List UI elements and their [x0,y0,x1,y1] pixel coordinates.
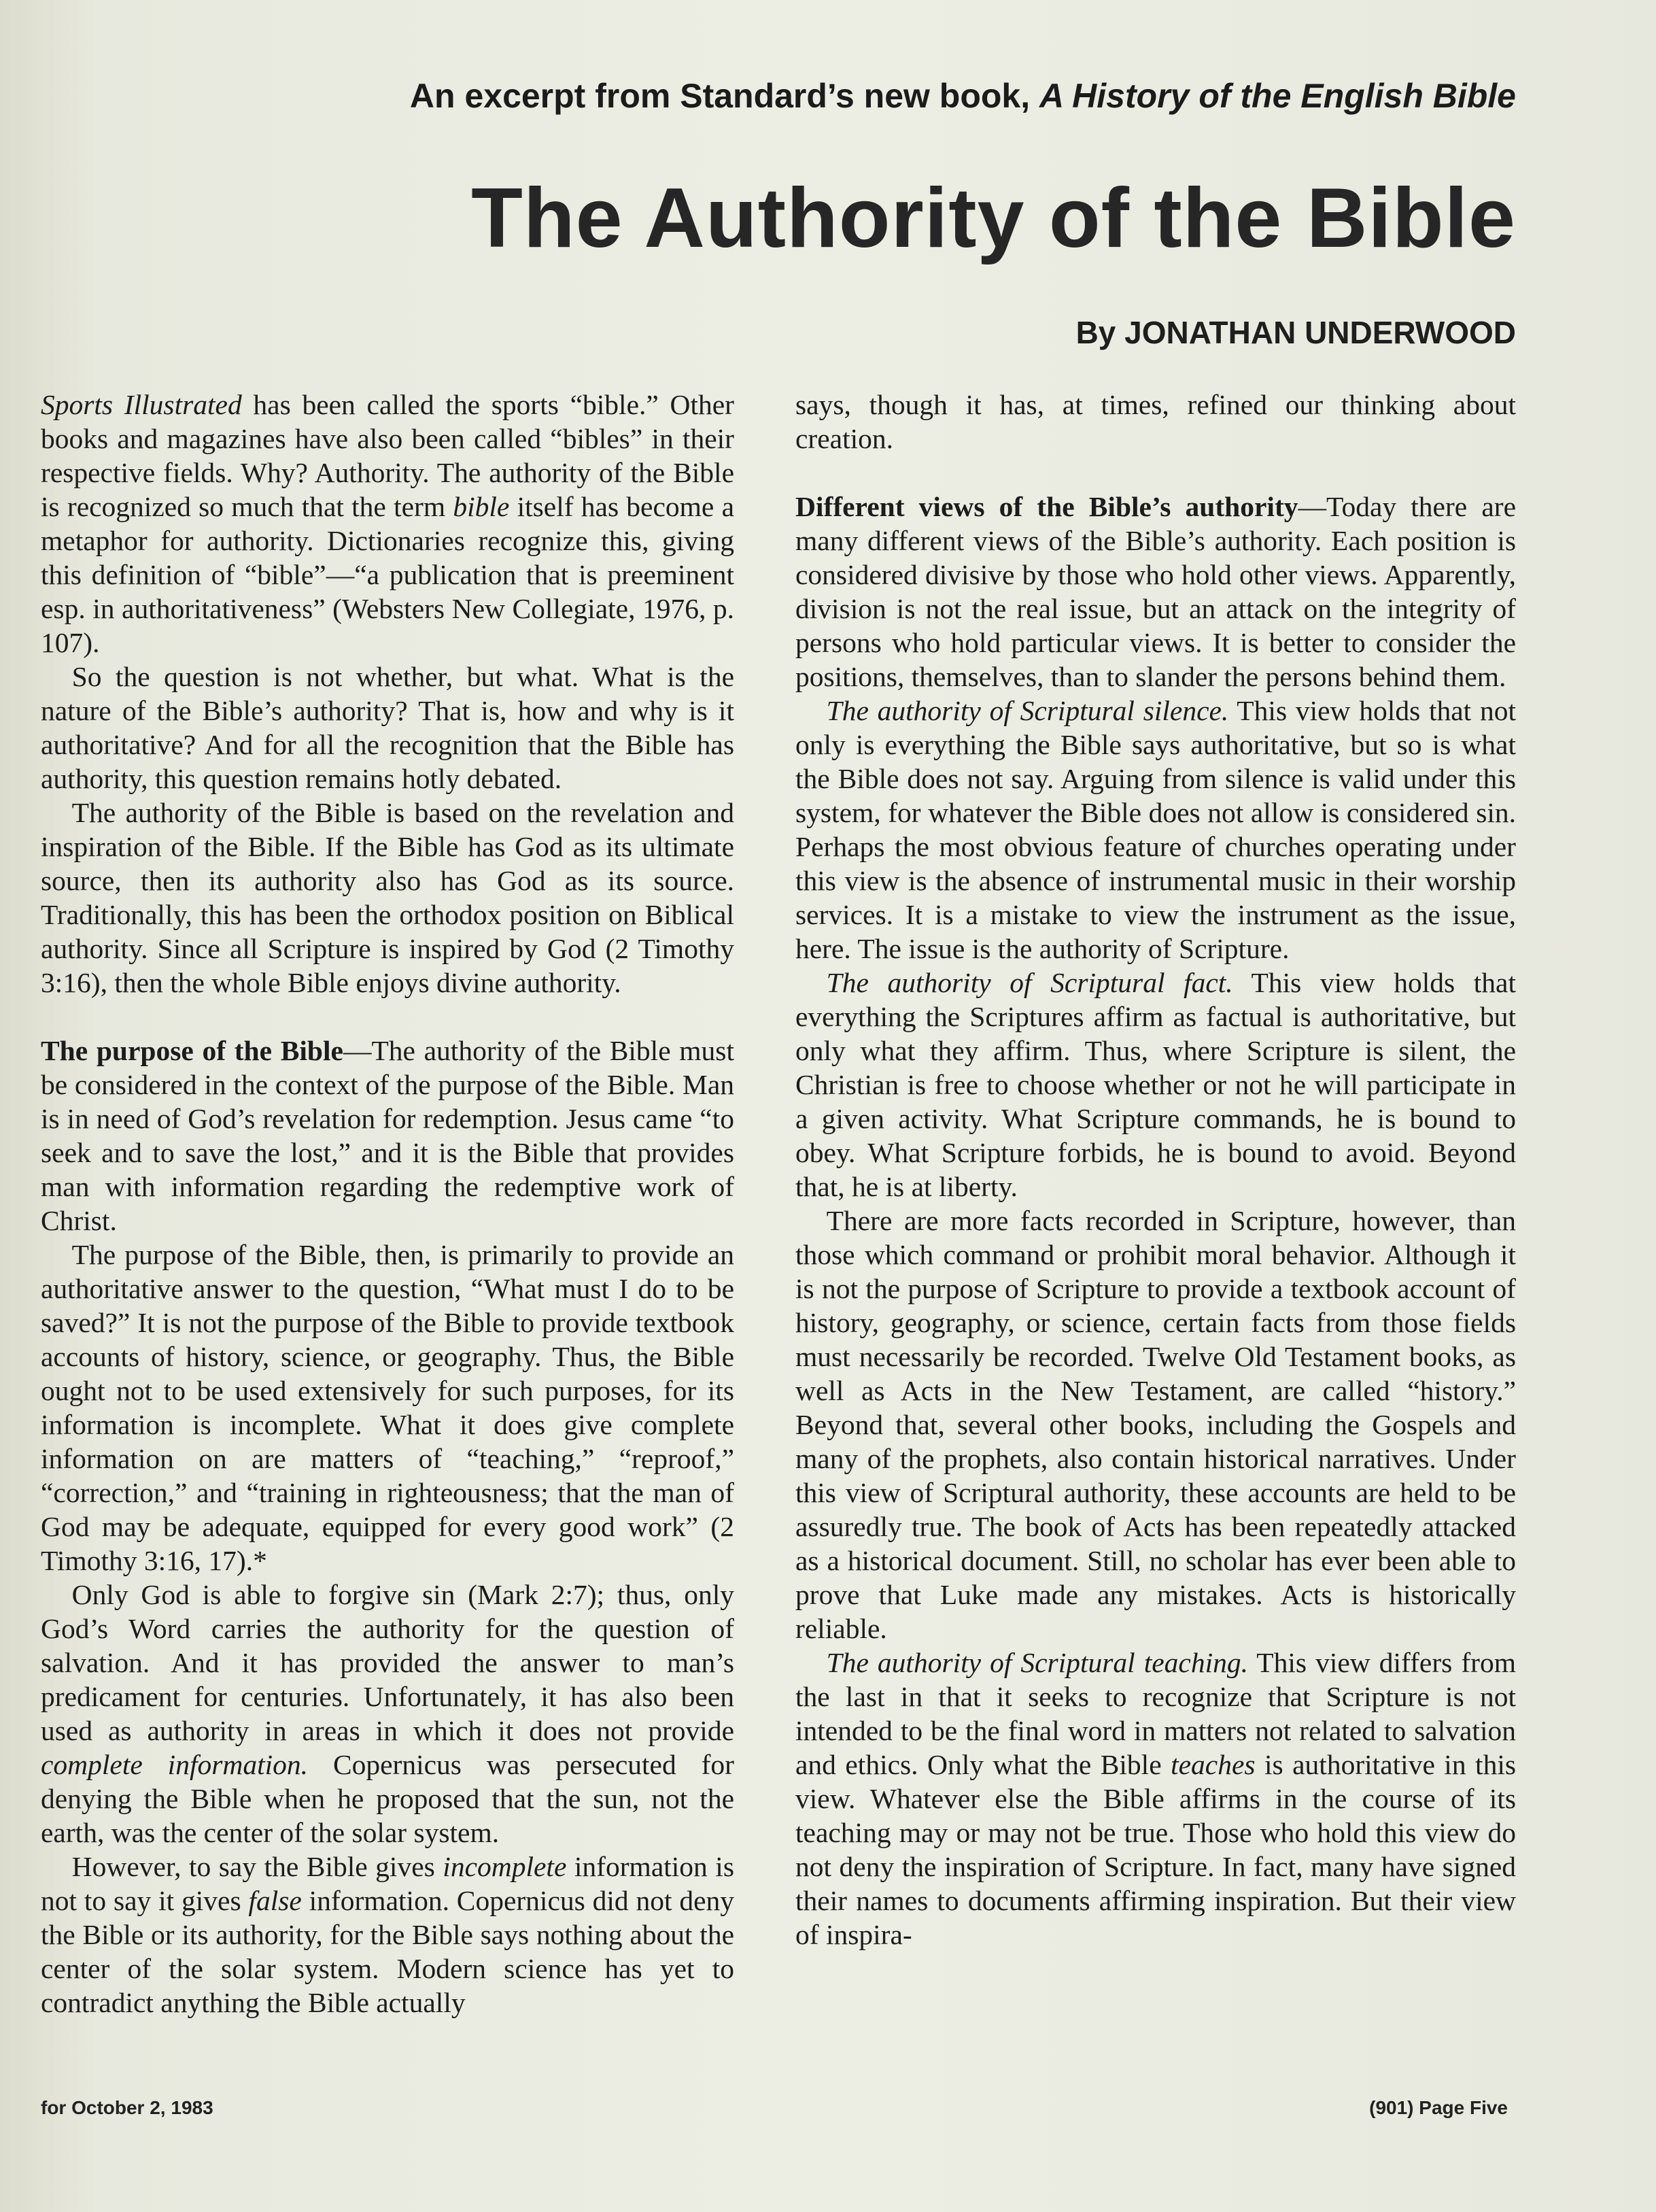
article-title: The Authority of the Bible [471,171,1516,265]
section-heading: The purpose of the Bible [41,1035,343,1066]
paragraph [41,1578,734,1850]
text-run: information is not to say it gives [41,1851,734,1916]
text-run: —The authority of the Bible must be considered in the context of the purpose of the Bible. Man is in need of God’s revelation for redemption. Jesus came “to seek and to save the lost,” and it is the Bible that provides man with information regarding the redemptive work of Christ. [41,1035,734,1236]
text-run: However, to say the Bible gives [71,1851,443,1882]
text-run: This view holds that not only is everything the Bible says authoritative, but so is what the Bible does not say. Arguing from silence is valid under this system, for whatever the Bible does not allow is considered sin. Perhaps the most obvious feature of churches operating under this view is the absence of instrumental music in their worship services. It is a mistake to view the instrument as the issue, here. The issue is the authority of Scripture. [795,695,1516,964]
italic-text: The authority of Scriptural silence. [826,695,1229,726]
text-run: —Today there are many different views of the Bible’s authority. Each position is considered divisive by those who hold other views. Apparently, division is not the real issue, but an attack on the integrity of persons who hold particular views. It is better to consider the positions, themselves, than to slander the persons behind them. [795,491,1516,692]
paragraph: says, though it has, at times, refined our thinking about creation. [795,389,1516,454]
section-paragraph [41,1034,734,1238]
italic-text: complete information. [41,1749,309,1780]
text-run: is authoritative in this view. Whatever else the Bible affirms in the course of its teaching may or may not be true. Those who hold this view do not deny the inspiration of Scripture. In fact, many have signed their names to documents affirming inspiration. But their view of inspira- [795,1749,1516,1950]
text-run: Only God is able to forgive sin (Mark 2:7); thus, only God’s Word carries the authority for the question of salvation. And it has provided the answer to man’s predicament for centuries. Unfortunately, it has also been used as authority in areas in which it does not provide [41,1579,734,1746]
book-title: A History of the English Bible [1039,77,1516,115]
paragraph: So the question is not whether, but what. What is the nature of the Bible’s authority? That is, how and why is it authoritative? And for all the recognition that the Bible has authority, this question remains hotly debated. [41,661,734,794]
text-run: itself has become a metaphor for authority. Dictionaries recognize this, giving this definition of “bible”—“a publication that is preeminent esp. in authoritativeness” (Websters New Collegiate, 1976, p. 107). [41,491,734,658]
paragraph [795,694,1516,966]
italic-text: teaches [1171,1749,1256,1780]
italic-text: false [248,1885,302,1916]
paragraph: The authority of the Bible is based on the revelation and inspiration of the Bible. If the Bible has God as its ultimate source, then its authority also has God as its source. Traditionally, this has been the orthodox position on Biblical authority. Since all Scripture is inspired by God (2 Timothy 3:16), then the whole Bible enjoys divine authority. [41,797,734,998]
excerpt-kicker [88,76,1516,116]
issue-date: for October 2, 1983 [41,2097,213,2118]
section-heading: Different views of the Bible’s authority [795,491,1298,522]
text-run: has been called the sports “bible.” Other books and magazines have also been called “bibles” in their respective fields. Why? Authority. The authority of the Bible is recognized so much that the term [41,389,734,522]
italic-text: The authority of Scriptural teaching. [826,1647,1248,1678]
text-run: This view holds that everything the Scriptures affirm as factual is authoritative, but only what they affirm. Thus, where Scripture is silent, the Christian is free to choose whether or not he will participate in a given activity. What Scripture commands, he is bound to obey. What Scripture forbids, he is bound to avoid. Beyond that, he is at liberty. [795,967,1516,1202]
italic-text: bible [453,491,510,522]
paragraph [41,1850,734,2020]
paragraph [795,966,1516,1204]
left-column [41,388,734,2054]
paragraph: The purpose of the Bible, then, is primarily to provide an authoritative answer to the question, “What must I do to be saved?” It is not the purpose of the Bible to provide textbook accounts of history, science, or geography. Thus, the Bible ought not to be used extensively for such purposes, for its information is incomplete. What it does give complete information on are matters of “teaching,” “reproof,” “correction,” and “training in righteousness; that the man of God may be adequate, equipped for every good work” (2 Timothy 3:16, 17).* [41,1239,734,1576]
section-paragraph [795,490,1516,694]
byline: By JONATHAN UNDERWOOD [1075,315,1516,350]
paragraph: There are more facts recorded in Scripture, however, than those which command or prohibit moral behavior. Although it is not the purpose of Scripture to provide a textbook account of history, geography, or science, certain facts from those fields must necessarily be recorded. Twelve Old Testament books, as well as Acts in the New Testament, are called “history.” Beyond that, several other books, including the Gospels and many of the prophets, also contain historical narratives. Under this view of Scriptural authority, these accounts are held to be assuredly true. The book of Acts has been repeatedly attacked as a historical document. Still, no scholar has ever been able to prove that Luke made any mistakes. Acts is historically reliable. [795,1205,1516,1644]
paragraph [41,388,734,660]
right-column [795,388,1516,2054]
text-run: This view differs from the last in that it seeks to recognize that Scripture is not intended to be the final word in matters not related to salvation and ethics. Only what the Bible [795,1647,1516,1780]
paragraph [795,1646,1516,1952]
page-number: (901) Page Five [1369,2097,1508,2118]
italic-text: Sports Illustrated [41,389,242,420]
italic-text: incomplete [443,1851,567,1882]
italic-text: The authority of Scriptural fact. [826,967,1233,998]
kicker-text: An excerpt from Standard’s new book, [409,77,1040,115]
text-run: information. Copernicus did not deny the Bible or its authority, for the Bible says nothing about the center of the solar system. Modern science has yet to contradict anything the Bible actually [41,1885,734,2018]
text-run: Copernicus was persecuted for denying the Bible when he proposed that the sun, not the earth, was the center of the solar system. [41,1749,734,1848]
